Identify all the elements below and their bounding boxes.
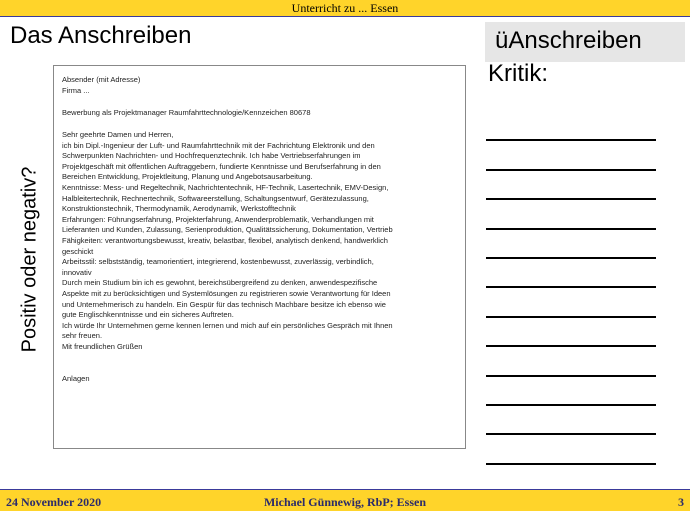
letter-line: Anlagen [62,373,90,383]
letter-line: Projektgeschäft mit öffentlichen Auftraggebern, fundierte Kenntnisse und Berufserfahrung in den [62,161,381,171]
footer-author: Michael Günnewig, RbP; Essen [263,495,426,509]
sender-line-1: Absender (mit Adresse) [62,75,141,84]
slide-title: Das Anschreiben [10,22,192,49]
letter-line: innovativ [62,267,92,277]
letter-line: und Unternehmerisch zu handeln. Ein Gespür für das technisch Machbare besitze ich ebenso wie [62,299,386,309]
kritik-answer-line [486,141,656,170]
letter-line: geschickt [62,246,94,256]
letter-line: sehr freuen. [62,331,103,341]
kritik-answer-line [486,171,656,200]
letter-subject: Bewerbung als Projektmanager Raumfahrttechnologie/Kennzeichen 80678 [62,108,311,117]
kritik-answer-line [486,112,656,141]
letter-line: Fähigkeiten: verantwortungsbewusst, kreativ, belastbar, flexibel, analytisch denkend, handwerklich [62,235,388,245]
letter-panel [53,65,466,449]
header-bar [0,0,690,17]
kritik-answer-line [486,288,656,317]
kritik-answer-line [486,200,656,229]
kritik-answer-line [486,259,656,288]
checklist-item: üAnschreiben [495,27,642,54]
letter-line: ich bin Dipl.-Ingenieur der Luft- und Raumfahrttechnik mit der Fachrichtung Elektronik und den [62,140,375,150]
side-label: Positiv oder negativ? [18,166,41,353]
letter-line: Ich würde Ihr Unternehmen gerne kennen lernen und mich auf ein persönliches Gespräch mit Ihnen [62,320,393,330]
letter-line: Aspekte mit zu berücksichtigen und Systemlösungen zu registrieren sowie Verantwortung für Ideen [62,288,391,298]
header-title: Unterricht zu ... Essen [291,1,399,15]
sender-line-2: Firma ... [62,86,90,95]
kritik-answer-line [486,318,656,347]
letter-line: Konstruktionstechnik, Thermodynamik, Aerodynamik, Werkstofftechnik [62,204,296,214]
letter-line: Mit freundlichen Grüßen [62,341,143,351]
letter-line [62,352,460,363]
letter-line: Lieferanten und Kunden, Zulassung, Serienproduktion, Qualitätssicherung, Dokumentation, Vertrieb [62,225,393,235]
page-number: 3 [678,495,684,509]
kritik-lines [486,112,656,465]
letter-line: Erfahrungen: Führungserfahrung, Projekterfahrung, Anwenderproblematik, Verhandlungen mit [62,214,374,224]
letter-line: Kenntnisse: Mess- und Regeltechnik, Nachrichtentechnik, HF-Technik, Lasertechnik, EMV-Design, [62,182,389,192]
letter-line: Durch mein Studium bin ich es gewohnt, bereichsübergreifend zu denken, anwendespezifische [62,278,378,288]
kritik-answer-line [486,230,656,259]
kritik-label: Kritik: [488,60,548,87]
letter-line: Halbleitertechnik, Rechnertechnik, Softwareerstellung, Schaltungsentwurf, Gerätezulassung, [62,193,369,203]
letter-line [62,363,460,374]
kritik-answer-line [486,435,656,464]
kritik-answer-line [486,406,656,435]
letter-body [62,130,460,384]
letter-line: Bereichen Entwicklung, Projektleitung, Planung und Angebotsausarbeitung. [62,172,313,182]
letter-line: gute Englischkenntnisse und ein sicheres Auftreten. [62,310,234,320]
footer-date: 24 November 2020 [6,495,102,509]
kritik-answer-line [486,347,656,376]
letter-line: Sehr geehrte Damen und Herren, [62,130,174,139]
letter-line: Arbeitsstil: selbstständig, teamorientiert, integrierend, kostenbewusst, zuverlässig, verbindlich, [62,257,374,267]
letter-line: Schwerpunkten Nachrichten- und Hochfrequenztechnik. Ich habe Vertriebserfahrungen im [62,151,361,161]
kritik-answer-line [486,377,656,406]
